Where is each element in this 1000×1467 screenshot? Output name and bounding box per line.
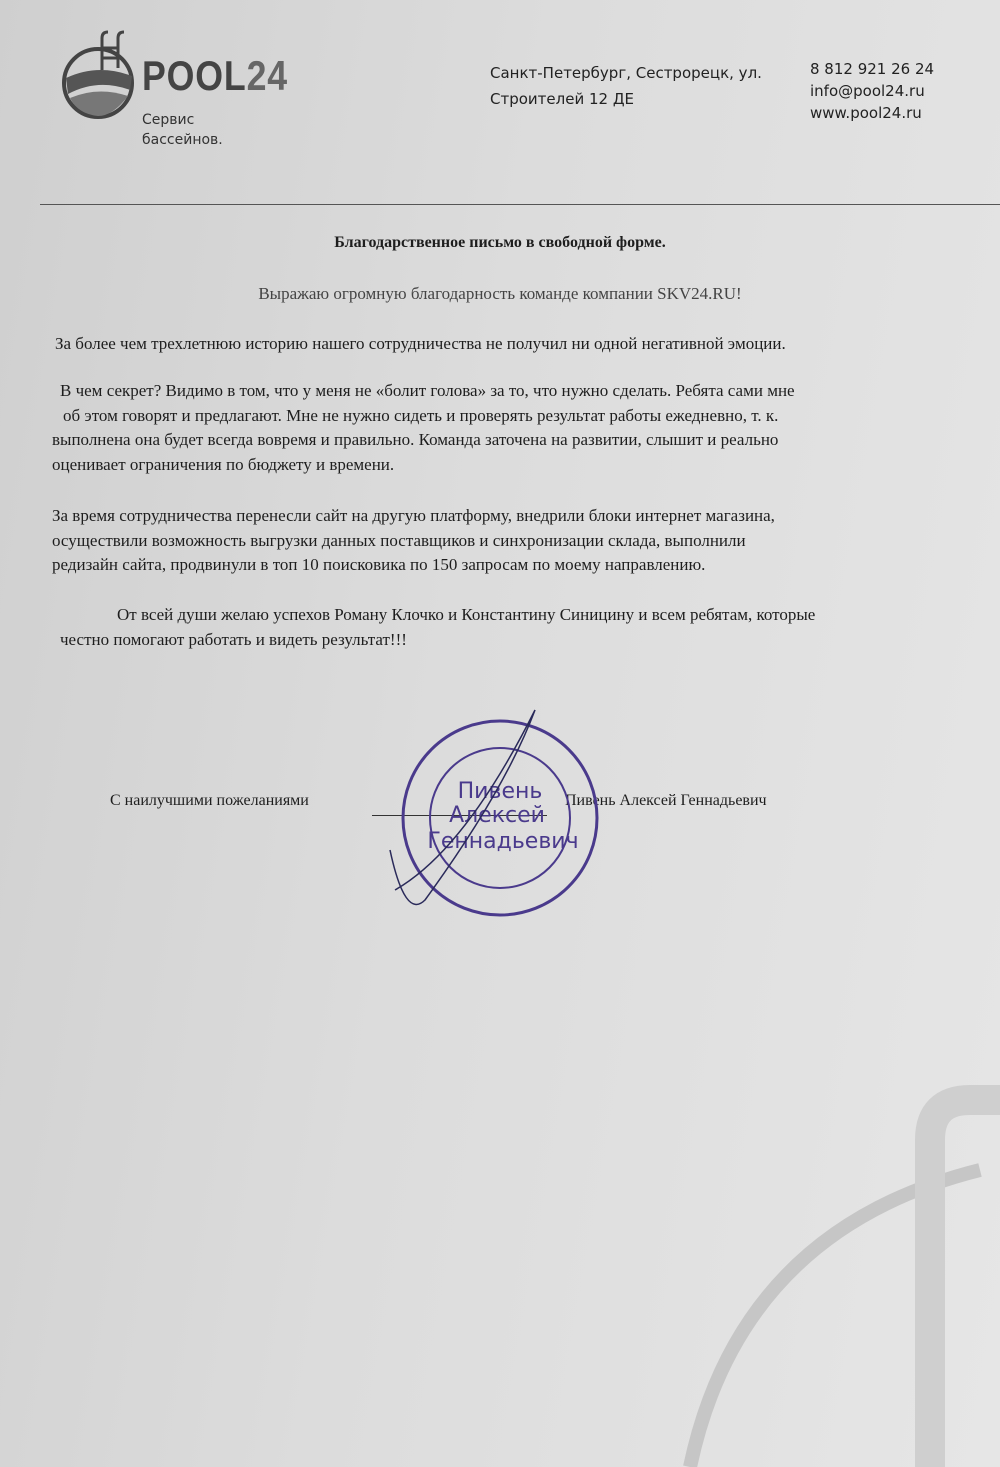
paragraph-line: честно помогают работать и видеть результат!!! bbox=[60, 629, 407, 649]
paragraph-line: В чем секрет? Видимо в том, что у меня не «болит голова» за то, что нужно сделать. Ребята сами мне bbox=[60, 381, 795, 400]
letter-title: Благодарственное письмо в свободной форме. bbox=[334, 234, 666, 251]
paragraph-line: За время сотрудничества перенесли сайт на другую платформу, внедрили блоки интернет магазина, bbox=[52, 506, 775, 525]
letter-subtitle: Выражаю огромную благодарность команде компании SKV24.RU! bbox=[258, 284, 742, 303]
pool-ladder-logo-icon bbox=[58, 28, 140, 123]
paragraph bbox=[52, 379, 795, 477]
svg-text:Геннадьевич: Геннадьевич bbox=[427, 829, 579, 854]
address bbox=[490, 60, 762, 112]
closing: С наилучшими пожеланиями bbox=[110, 792, 309, 809]
paragraph-line: редизайн сайта, продвинули в топ 10 поисковика по 150 запросам по моему направлению. bbox=[52, 555, 706, 574]
paragraph bbox=[52, 504, 775, 578]
tagline-line: бассейнов. bbox=[142, 132, 223, 148]
tagline bbox=[142, 110, 223, 150]
paragraph bbox=[55, 332, 786, 357]
watermark-arc bbox=[600, 1080, 1000, 1467]
paragraph-line: За более чем трехлетнюю историю нашего сотрудничества не получил ни одной негативной эмоции. bbox=[55, 334, 786, 353]
phone: 8 812 921 26 24 bbox=[810, 60, 935, 78]
svg-text:Алексей: Алексей bbox=[449, 803, 545, 828]
tagline-line: Сервис bbox=[142, 112, 195, 128]
contacts bbox=[810, 58, 934, 124]
signer-name: Пивень Алексей Геннадьевич bbox=[565, 792, 767, 809]
address-line: Санкт-Петербург, Сестрорецк, ул. bbox=[490, 64, 762, 82]
paragraph bbox=[60, 603, 815, 652]
svg-text:Пивень: Пивень bbox=[457, 779, 543, 804]
address-line: Строителей 12 ДЕ bbox=[490, 90, 635, 108]
brand-logo: POOL24 bbox=[142, 52, 288, 99]
paragraph-line: об этом говорят и предлагают. Мне не нужно сидеть и проверять результат работы ежедневно, т. к. bbox=[63, 405, 779, 425]
website: www.pool24.ru bbox=[810, 104, 922, 122]
paragraph-line: выполнена она будет всегда вовремя и правильно. Команда заточена на развитии, слышит и реально bbox=[52, 430, 779, 449]
header-divider bbox=[40, 204, 1000, 205]
email: info@pool24.ru bbox=[810, 82, 925, 100]
paragraph-line: От всей души желаю успехов Роману Клочко и Константину Синицину и всем ребятам, которые bbox=[117, 605, 816, 624]
paragraph-line: оценивает ограничения по бюджету и времени. bbox=[52, 454, 395, 474]
paragraph-line: осуществили возможность выгрузки данных поставщиков и синхронизации склада, выполнили bbox=[52, 530, 746, 550]
stamp-and-signature bbox=[385, 700, 615, 930]
